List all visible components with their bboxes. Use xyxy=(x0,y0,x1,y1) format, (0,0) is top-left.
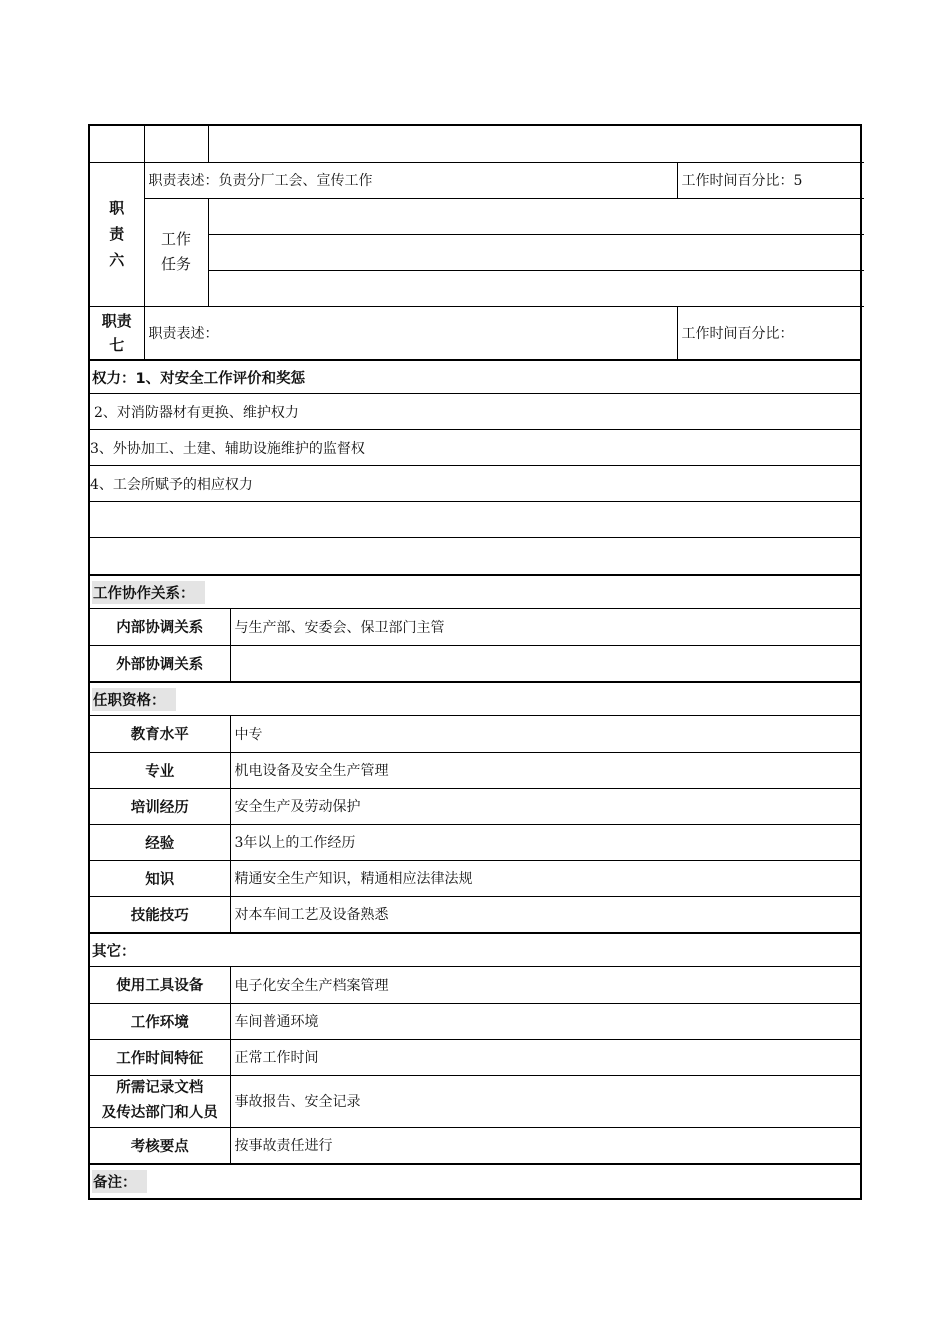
powers-header xyxy=(90,359,860,394)
powers-header-text: 权力：1、对安全工作评价和奖惩 xyxy=(92,370,306,387)
other-header-text: 其它： xyxy=(92,943,136,960)
qual-label: 经验 xyxy=(90,824,230,860)
other-label: 使用工具设备 xyxy=(90,967,230,1003)
other-label: 工作环境 xyxy=(90,1003,230,1039)
empty-cell xyxy=(144,126,208,162)
coop-label: 内部协调关系 xyxy=(90,609,230,645)
power-item xyxy=(90,430,860,466)
duty7-label xyxy=(90,306,144,359)
remarks-header xyxy=(90,1163,860,1200)
duty6-task-line xyxy=(208,270,864,306)
other-header xyxy=(90,932,860,967)
duty6-label-text: 职责六 xyxy=(109,199,125,269)
qual-value: 精通安全生产知识，精通相应法律法规 xyxy=(230,860,860,896)
other-value: 事故报告、安全记录 xyxy=(230,1075,860,1127)
qual-label: 培训经历 xyxy=(90,788,230,824)
cooperation-block xyxy=(88,574,862,681)
duty6-description: 职责表述：负责分厂工会、宣传工作 xyxy=(144,162,677,198)
duty6-task-line xyxy=(208,234,864,270)
qual-value: 3年以上的工作经历 xyxy=(230,824,860,860)
cooperation-header-text: 工作协作关系： xyxy=(92,581,205,604)
other-value: 正常工作时间 xyxy=(230,1039,860,1075)
duties-block xyxy=(88,124,862,359)
duty6-task-line xyxy=(208,198,864,234)
duty6-label xyxy=(90,162,144,306)
power-item xyxy=(90,394,860,430)
cooperation-header xyxy=(90,574,860,609)
cooperation-table xyxy=(90,609,860,681)
power-empty-row xyxy=(90,538,860,574)
qual-value: 安全生产及劳动保护 xyxy=(230,788,860,824)
other-label-records xyxy=(90,1075,230,1127)
power-item-text: 2、对消防器材有更换、维护权力 xyxy=(94,404,299,421)
remarks-header-text: 备注： xyxy=(92,1170,147,1193)
duty6-time-percent: 工作时间百分比：5 xyxy=(677,162,864,198)
remarks-block xyxy=(88,1163,862,1200)
qualifications-block xyxy=(88,681,862,932)
duty7-description: 职责表述： xyxy=(144,306,677,359)
power-item-text: 4、工会所赋予的相应权力 xyxy=(90,476,253,493)
qual-label: 专业 xyxy=(90,752,230,788)
qual-label: 教育水平 xyxy=(90,716,230,752)
power-item xyxy=(90,466,860,502)
empty-cell xyxy=(90,126,144,162)
qual-value: 对本车间工艺及设备熟悉 xyxy=(230,896,860,932)
empty-cell xyxy=(208,126,864,162)
power-empty-row xyxy=(90,502,860,538)
qualifications-header-text: 任职资格： xyxy=(92,688,176,711)
other-label-line: 所需记录文档 xyxy=(116,1080,204,1096)
job-description-form xyxy=(88,124,862,1200)
other-label-line: 及传达部门和人员 xyxy=(101,1105,218,1121)
other-table xyxy=(90,967,860,1163)
qual-value: 中专 xyxy=(230,716,860,752)
duty7-time-percent: 工作时间百分比： xyxy=(677,306,864,359)
qual-label: 技能技巧 xyxy=(90,896,230,932)
duty6-task-text: 工作任务 xyxy=(160,230,191,273)
other-value: 电子化安全生产档案管理 xyxy=(230,967,860,1003)
other-block xyxy=(88,932,862,1163)
other-label: 工作时间特征 xyxy=(90,1039,230,1075)
duty6-task-label xyxy=(144,198,208,306)
duties-table xyxy=(90,126,864,359)
coop-label: 外部协调关系 xyxy=(90,645,230,681)
duty7-label-text: 职责七 xyxy=(101,311,132,354)
qual-label: 知识 xyxy=(90,860,230,896)
other-value: 按事故责任进行 xyxy=(230,1127,860,1163)
qualifications-header xyxy=(90,681,860,716)
powers-block xyxy=(88,359,862,574)
coop-value xyxy=(230,645,860,681)
other-label: 考核要点 xyxy=(90,1127,230,1163)
power-item-text: 3、外协加工、土建、辅助设施维护的监督权 xyxy=(90,440,365,457)
qualifications-table xyxy=(90,716,860,932)
other-value: 车间普通环境 xyxy=(230,1003,860,1039)
coop-value: 与生产部、安委会、保卫部门主管 xyxy=(230,609,860,645)
qual-value: 机电设备及安全生产管理 xyxy=(230,752,860,788)
